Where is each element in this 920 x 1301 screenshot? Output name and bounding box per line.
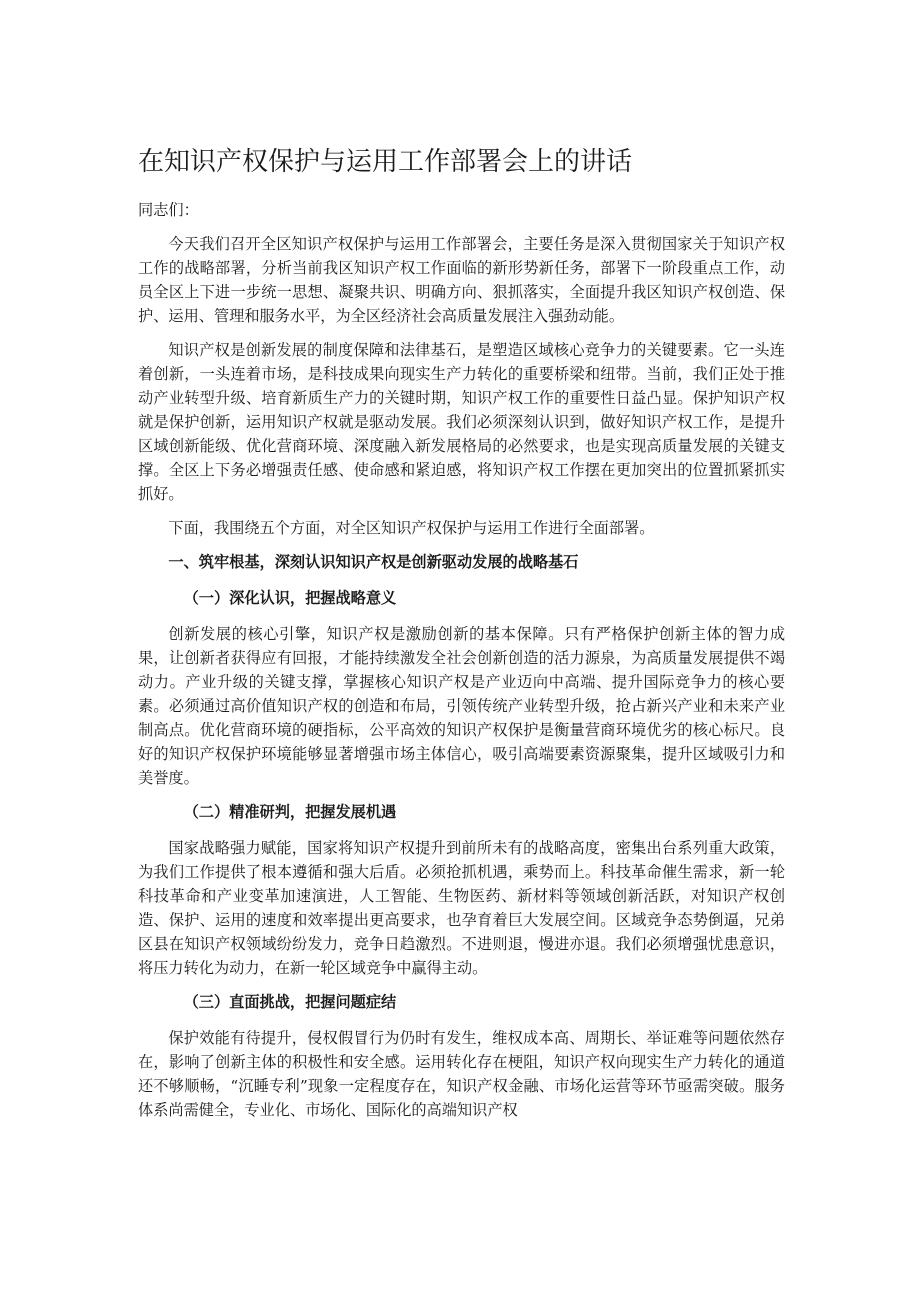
subsection-heading-3: （三）直面挑战，把握问题症结 xyxy=(183,993,397,1011)
paragraph-challenges: 保护效能有待提升，侵权假冒行为仍时有发生，维权成本高、周期长、举证难等问题依然存在，影响了创新主体的积极性和安全感。运用转化存在梗阻，知识产权向现实生产力转化的通道还不够顺畅，“沉睡专利”现象一定程度存在，知识产权金融、市场化运营等环节亟需突破。服务体系尚需健全，专业化、市场化、国际化的高端知识产权 xyxy=(138,1029,785,1119)
paragraph-intro: 今天我们召开全区知识产权保护与运用工作部署会，主要任务是深入贯彻国家关于知识产权工作的战略部署，分析当前我区知识产权工作面临的新形势新任务，部署下一阶段重点工作，动员全区上下进一步统一思想、凝聚共识、明确方向、狠抓落实，全面提升我区知识产权创造、保护、运用、管理和服务水平，为全区经济社会高质量发展注入强劲动能。 xyxy=(138,235,785,325)
paragraph-opportunities: 国家战略强力赋能，国家将知识产权提升到前所未有的战略高度，密集出台系列重大政策，为我们工作提供了根本遵循和强大后盾。必须抢抓机遇，乘势而上。科技革命催生需求，新一轮科技革命和产业变革加速演进，人工智能、生物医药、新材料等领域创新活跃，对知识产权创造、保护、运用的速度和效率提出更高要求，也孕育着巨大发展空间。区域竞争态势倒逼，兄弟区县在知识产权领域纷纷发力，竞争日趋激烈。不进则退，慢进亦退。我们必须增强忧患意识，将压力转化为动力，在新一轮区域竞争中赢得主动。 xyxy=(138,839,785,977)
section-heading-1: 一、筑牢根基，深刻认识知识产权是创新驱动发展的战略基石 xyxy=(168,553,579,571)
subsection-heading-1: （一）深化认识，把握战略意义 xyxy=(183,589,397,607)
greeting: 同志们： xyxy=(138,201,199,219)
paragraph-overview: 下面，我围绕五个方面，对全区知识产权保护与运用工作进行全面部署。 xyxy=(168,519,655,537)
paragraph-significance: 知识产权是创新发展的制度保障和法律基石，是塑造区域核心竞争力的关键要素。它一头连着创新，一头连着市场，是科技成果向现实生产力转化的重要桥梁和纽带。当前，我们正处于推动产业转型升级、培育新质生产力的关键时期，知识产权工作的重要性日益凸显。保护知识产权就是保护创新，运用知识产权就是驱动发展。我们必须深刻认识到，做好知识产权工作，是提升区域创新能级、优化营商环境、深度融入新发展格局的必然要求，也是实现高质量发展的关键支撑。全区上下务必增强责任感、使命感和紧迫感，将知识产权工作摆在更加突出的位置抓紧抓实抓好。 xyxy=(138,341,785,503)
document-title: 在知识产权保护与运用工作部署会上的讲话 xyxy=(138,147,633,177)
subsection-heading-2: （二）精准研判，把握发展机遇 xyxy=(183,803,397,821)
paragraph-strategic-meaning: 创新发展的核心引擎，知识产权是激励创新的基本保障。只有严格保护创新主体的智力成果，让创新者获得应有回报，才能持续激发全社会创新创造的活力源泉，为高质量发展提供不竭动力。产业升级的关键支撑，掌握核心知识产权是产业迈向中高端、提升国际竞争力的核心要素。必须通过高价值知识产权的创造和布局，引领传统产业转型升级，抢占新兴产业和未来产业制高点。优化营商环境的硬指标，公平高效的知识产权保护是衡量营商环境优劣的核心标尺。良好的知识产权保护环境能够显著增强市场主体信心，吸引高端要素资源聚集，提升区域吸引力和美誉度。 xyxy=(138,625,785,787)
document-body xyxy=(138,198,785,1132)
